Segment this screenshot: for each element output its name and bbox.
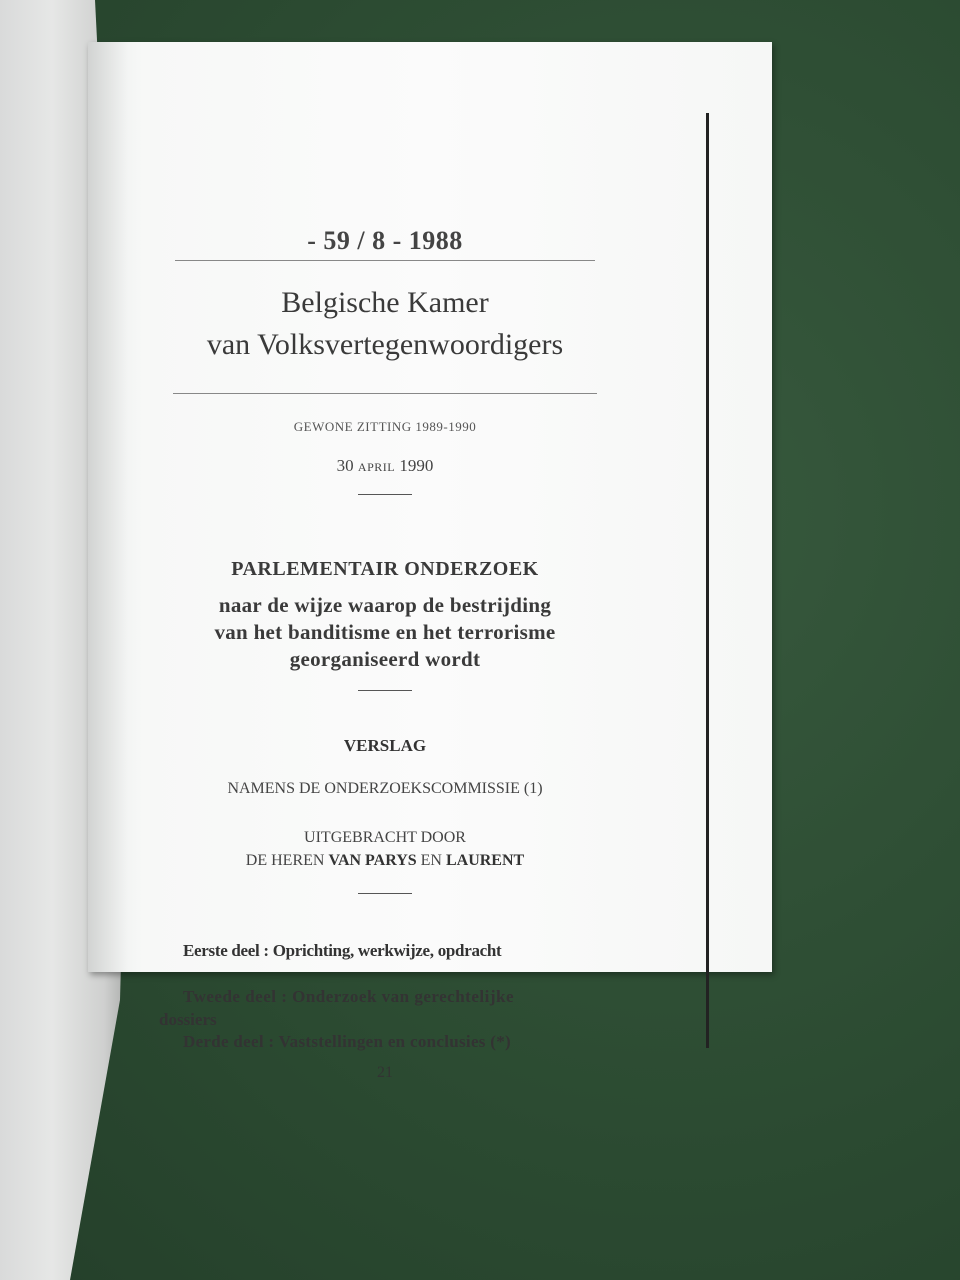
subtitle-line1: naar de wijze waarop de bestrijding [218,593,552,617]
author-1: VAN PARYS [328,852,417,869]
part-3: Derde deel : Vaststellingen en conclusies (*) [183,1032,511,1051]
on-behalf-line: NAMENS DE ONDERZOEKSCOMMISSIE (1) [227,780,543,797]
issued-by-line: UITGEBRACHT DOOR [304,829,466,846]
chamber-name-line1: Belgische Kamer [281,286,489,319]
subtitle-line3: georganiseerd wordt [289,647,481,671]
authors-prefix: DE HEREN [245,852,325,869]
date-day: 30 [336,456,354,475]
subtitle-line2: van het banditisme en het terrorisme [214,620,556,644]
divider-authors [358,893,412,894]
divider-title [358,690,412,691]
part-2: Tweede deel : Onderzoek van gerechtelijke [183,987,514,1006]
authors-line [155,852,615,870]
author-2: LAURENT [445,852,525,869]
session-label: GEWONE ZITTING 1989-1990 [293,419,477,434]
document-number: - 59 / 8 - 1988 [307,226,463,255]
divider-date [358,494,412,495]
date-month: APRIL [357,460,396,474]
part-1: Eerste deel : Oprichting, werkwijze, opdracht [183,941,502,960]
page-gutter-shadow [88,42,128,972]
date-year: 1990 [399,456,434,475]
vertical-rule [706,113,709,1048]
part-2-continuation: dossiers [159,1010,217,1029]
document-date [155,456,615,476]
document-title: PARLEMENTAIR ONDERZOEK [231,558,539,580]
chamber-name-line2: van Volksvertegenwoordigers [206,328,564,361]
divider-chamber [173,393,597,394]
page-number: 21 [377,1064,393,1081]
divider-top [175,260,595,261]
authors-join: EN [420,852,442,869]
report-label: VERSLAG [343,736,427,755]
